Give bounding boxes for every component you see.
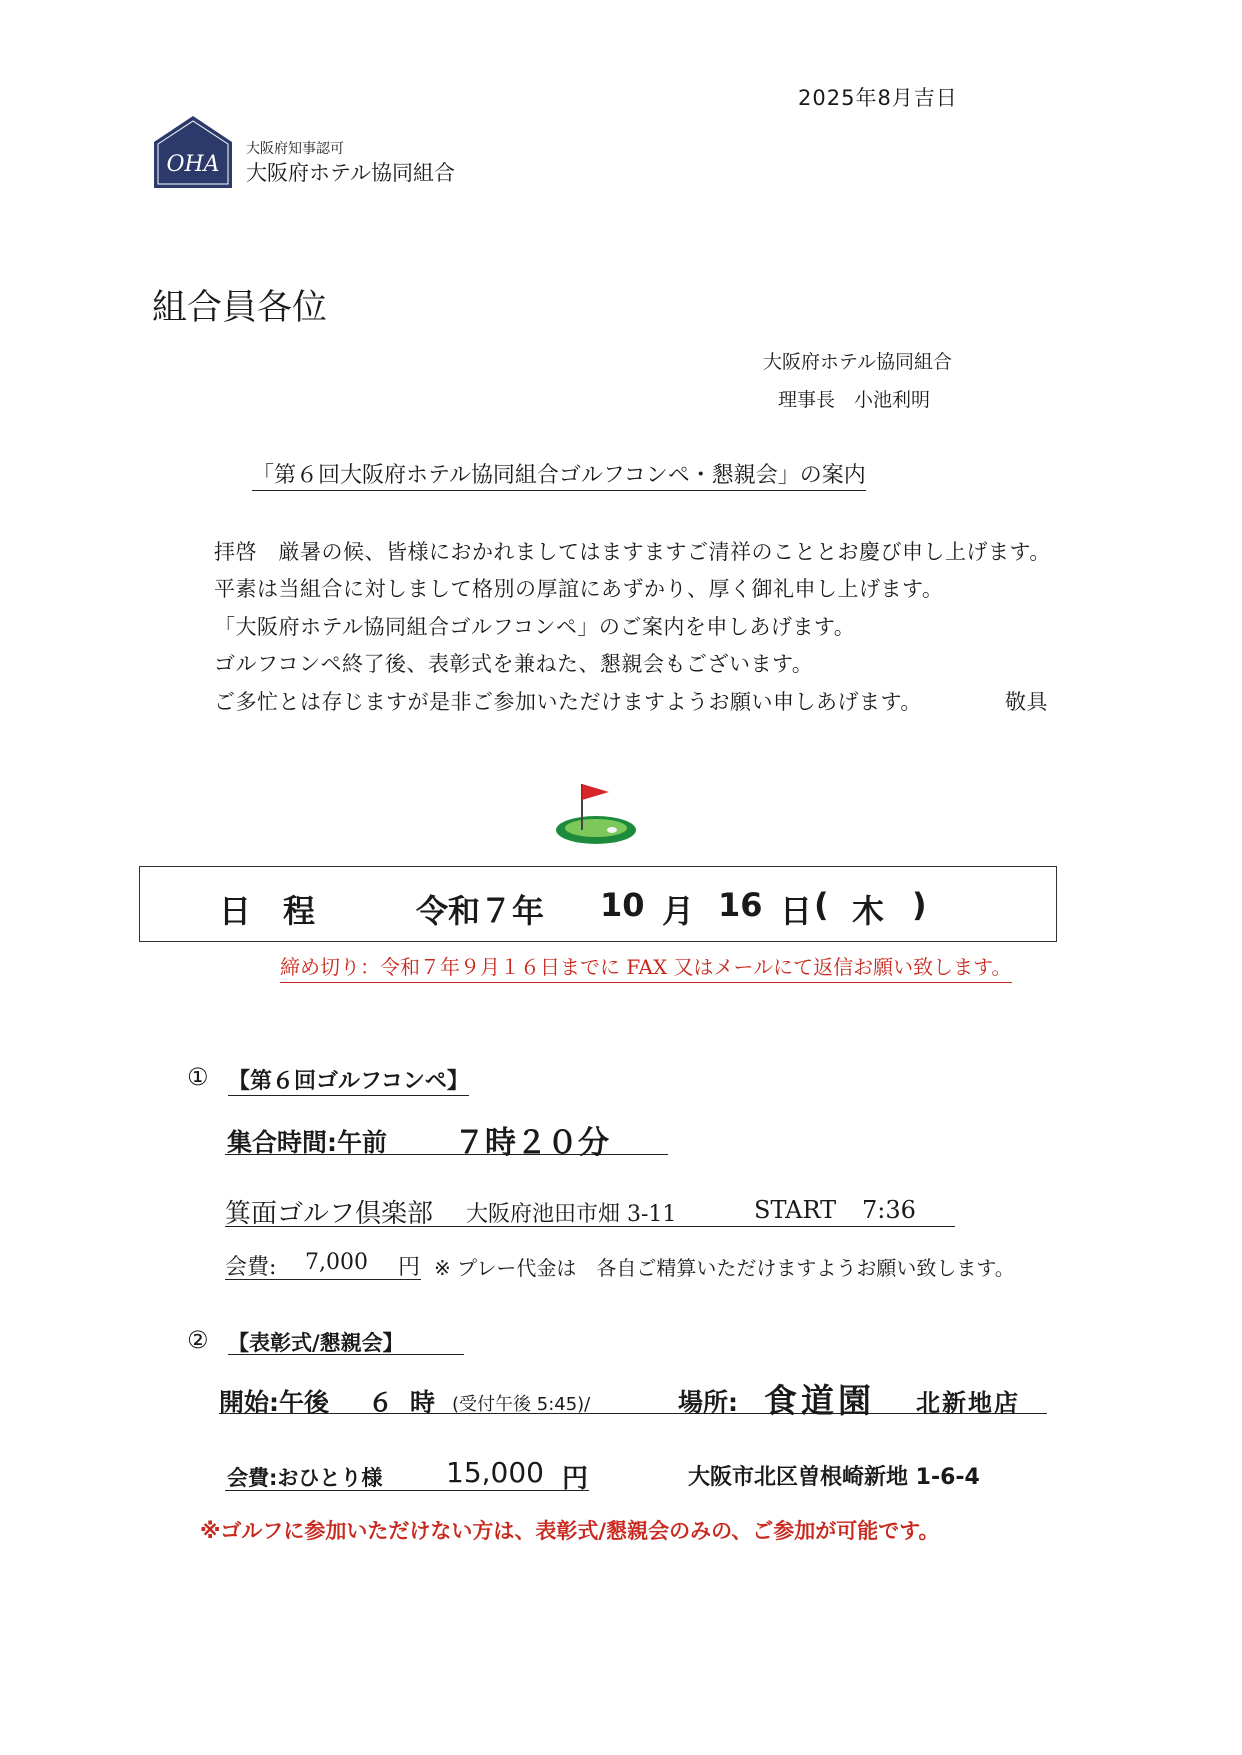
document-title: 「第６回大阪府ホテル協同組合ゴルフコンペ・懇親会」の案内 xyxy=(252,458,866,491)
addressee: 組合員各位 xyxy=(152,288,328,328)
schedule-day: 16 xyxy=(718,886,763,924)
sender-org: 大阪府ホテル協同組合 xyxy=(763,351,953,373)
golf-green-icon xyxy=(554,780,638,852)
golf-start-label: START xyxy=(754,1196,837,1224)
party-place-label: 場所: xyxy=(678,1388,738,1417)
body-line-3: 「大阪府ホテル協同組合ゴルフコンペ」のご案内を申しあげます。 xyxy=(214,615,856,639)
body-line-5: ご多忙とは存じますが是非ご参加いただけますようお願い申しあげます。 xyxy=(214,690,922,714)
schedule-day-unit: 日 xyxy=(780,892,813,930)
party-fee-unit: 円 xyxy=(562,1464,589,1494)
party-address: 大阪市北区曽根崎新地 1-6-4 xyxy=(688,1465,980,1490)
schedule-month: 10 xyxy=(600,886,645,924)
party-start-label: 開始:午後 xyxy=(219,1388,329,1417)
golf-fee-unit: 円 xyxy=(398,1255,421,1280)
golf-heading: 【第６回ゴルフコンペ】 xyxy=(228,1064,469,1096)
body-line-4: ゴルフコンペ終了後、表彰式を兼ねた、懇親会もございます。 xyxy=(214,652,814,676)
logo-letters: OHA xyxy=(166,152,220,177)
party-place-branch: 北新地店 xyxy=(916,1388,1020,1417)
party-start-unit: 時 xyxy=(410,1388,436,1417)
golf-address: 大阪府池田市畑 3-11 xyxy=(466,1202,677,1227)
party-number: ② xyxy=(187,1326,209,1354)
org-license: 大阪府知事認可 xyxy=(246,141,344,157)
deadline-note: 締め切り：令和７年９月１６日までに FAX 又はメールにて返信お願い致します。 xyxy=(280,951,1012,983)
schedule-weekday-close: ) xyxy=(912,886,927,924)
golf-fee-amount: 7,000 xyxy=(305,1250,368,1275)
golf-fee-label: 会費: xyxy=(225,1255,277,1280)
body-line-2: 平素は当組合に対しまして格別の厚誼にあずかり、厚く御礼申し上げます。 xyxy=(214,577,944,601)
schedule-era: 令和７年 xyxy=(416,892,545,930)
org-name: 大阪府ホテル協同組合 xyxy=(246,161,455,185)
party-start-hour: ６ xyxy=(368,1388,394,1417)
body-line-1: 拝啓 厳暑の候、皆様におかれましてはますますご清祥のこととお慶び申し上げます。 xyxy=(214,540,1051,564)
schedule-weekday-open: ( xyxy=(814,886,829,924)
party-fee-amount: 15,000 xyxy=(446,1456,544,1489)
golf-start-time: 7:36 xyxy=(862,1196,916,1224)
org-logo xyxy=(154,116,232,188)
schedule-weekday: 木 xyxy=(852,892,885,930)
sender-person: 小池利明 xyxy=(854,389,931,411)
party-fee-label: 会費:おひとり様 xyxy=(227,1466,383,1490)
golf-fee-note: ※ プレー代金は 各自ご精算いただけますようお願い致します。 xyxy=(434,1256,1015,1280)
party-place-name: 食道園 xyxy=(764,1381,875,1420)
schedule-month-unit: 月 xyxy=(662,892,695,930)
sender-title: 理事長 xyxy=(778,389,836,411)
golf-meet-label: 集合時間:午前 xyxy=(227,1128,387,1157)
golf-venue: 箕面ゴルフ倶楽部 xyxy=(225,1199,434,1229)
golf-meet-time: ７時２０分 xyxy=(454,1125,609,1161)
party-reception: (受付午後 5:45)/ xyxy=(452,1394,591,1415)
org-logo-icon xyxy=(154,116,232,188)
golf-number: ① xyxy=(187,1063,209,1091)
document-date: 2025年8月吉日 xyxy=(798,86,958,110)
party-note: ※ゴルフに参加いただけない方は、表彰式/懇親会のみの、ご参加が可能です。 xyxy=(200,1519,940,1543)
closing: 敬具 xyxy=(1005,690,1048,714)
schedule-label: 日 程 xyxy=(219,892,316,930)
party-heading: 【表彰式/懇親会】 xyxy=(228,1331,404,1355)
